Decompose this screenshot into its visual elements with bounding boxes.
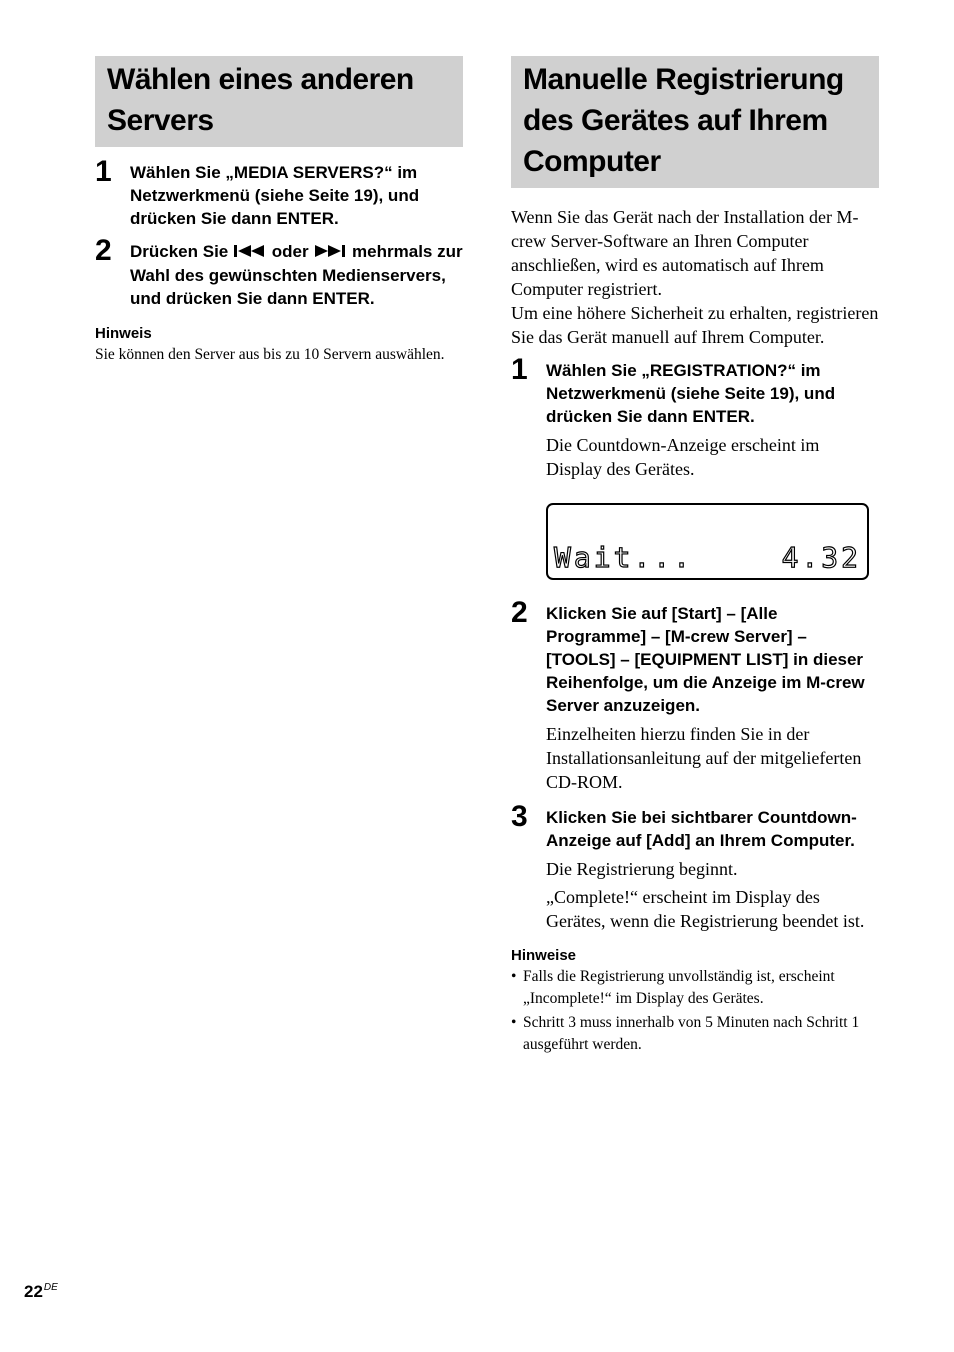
hint-item: • Schritt 3 muss innerhalb von 5 Minuten nach Schritt 1 ausgeführt werden. <box>511 1012 879 1056</box>
next-track-icon <box>313 241 347 264</box>
display-text: Wait... <box>554 541 694 574</box>
page-number <box>24 1282 58 1302</box>
step-instruction: Wählen Sie „REGISTRATION?“ im Netzwerkmenü (siehe Seite 19), und drücken Sie dann ENTER. <box>546 361 836 426</box>
step-instruction: Klicken Sie bei sichtbarer Countdown-Anzeige auf [Add] an Ihrem Computer. <box>546 808 857 850</box>
step-3 <box>511 800 879 933</box>
countdown-display <box>546 503 869 580</box>
step-text-after: mehrmals zur Wahl des gewünschten Medienservers, und drücken Sie dann ENTER. <box>130 242 463 308</box>
step-number: 1 <box>95 155 112 188</box>
step-number: 3 <box>511 800 528 833</box>
left-column <box>95 56 463 366</box>
heading-line: Wählen eines anderen <box>107 63 414 96</box>
step-number: 1 <box>511 353 528 386</box>
step-1 <box>95 155 463 230</box>
step-text-before: Drücken Sie <box>130 242 229 261</box>
display-countdown: 4.32 <box>781 541 861 574</box>
hint-item: • Falls die Registrierung unvollständig ist, erscheint „Incomplete!“ im Display des Gerätes. <box>511 966 879 1010</box>
heading-line: Servers <box>107 104 214 137</box>
step-description: „Complete!“ erscheint im Display des Gerätes, wenn die Registrierung beendet ist. <box>546 887 865 931</box>
page-number-value: 22 <box>24 1282 43 1301</box>
previous-track-icon <box>233 241 267 264</box>
section-heading-server <box>95 56 463 147</box>
step-description: Einzelheiten hierzu finden Sie in der Installationsanleitung auf der mitgelieferten CD-ROM. <box>546 724 862 792</box>
step-number: 2 <box>95 234 112 267</box>
step-instruction: Wählen Sie „MEDIA SERVERS?“ im Netzwerkmenü (siehe Seite 19), und drücken Sie dann ENTER. <box>130 163 420 228</box>
hint-title: Hinweis <box>95 325 152 342</box>
step-1 <box>511 353 879 580</box>
heading-line: des Gerätes auf Ihrem <box>523 104 828 137</box>
heading-line: Manuelle Registrierung <box>523 63 844 96</box>
step-instruction: Klicken Sie auf [Start] – [Alle Programme] – [M-crew Server] – [TOOLS] – [EQUIPMENT LIST] in dieser Reihenfolge, um die Anzeige im M-crew Server anzuzeigen. <box>546 604 865 715</box>
step-description: Die Registrierung beginnt. <box>546 859 738 879</box>
step-number: 2 <box>511 596 528 629</box>
step-instruction <box>130 240 463 310</box>
hint-text: Sie können den Server aus bis zu 10 Servern auswählen. <box>95 346 445 363</box>
hints-list <box>511 966 879 1056</box>
step-description: Die Countdown-Anzeige erscheint im Display des Gerätes. <box>546 435 820 479</box>
hints-title: Hinweise <box>511 947 577 964</box>
step-2 <box>511 596 879 794</box>
intro-paragraph: Um eine höhere Sicherheit zu erhalten, registrieren Sie das Gerät manuell auf Ihrem Computer. <box>511 303 879 347</box>
step-2 <box>95 234 463 310</box>
intro-paragraph: Wenn Sie das Gerät nach der Installation der M-crew Server-Software an Ihren Computer anschließen, wird es automatisch auf Ihrem Computer registriert. <box>511 207 859 299</box>
heading-line: Computer <box>523 145 661 178</box>
step-text-middle: oder <box>271 242 309 261</box>
section-heading-registration <box>511 56 879 188</box>
right-column <box>511 56 879 1058</box>
page-language-suffix: DE <box>43 1282 58 1293</box>
